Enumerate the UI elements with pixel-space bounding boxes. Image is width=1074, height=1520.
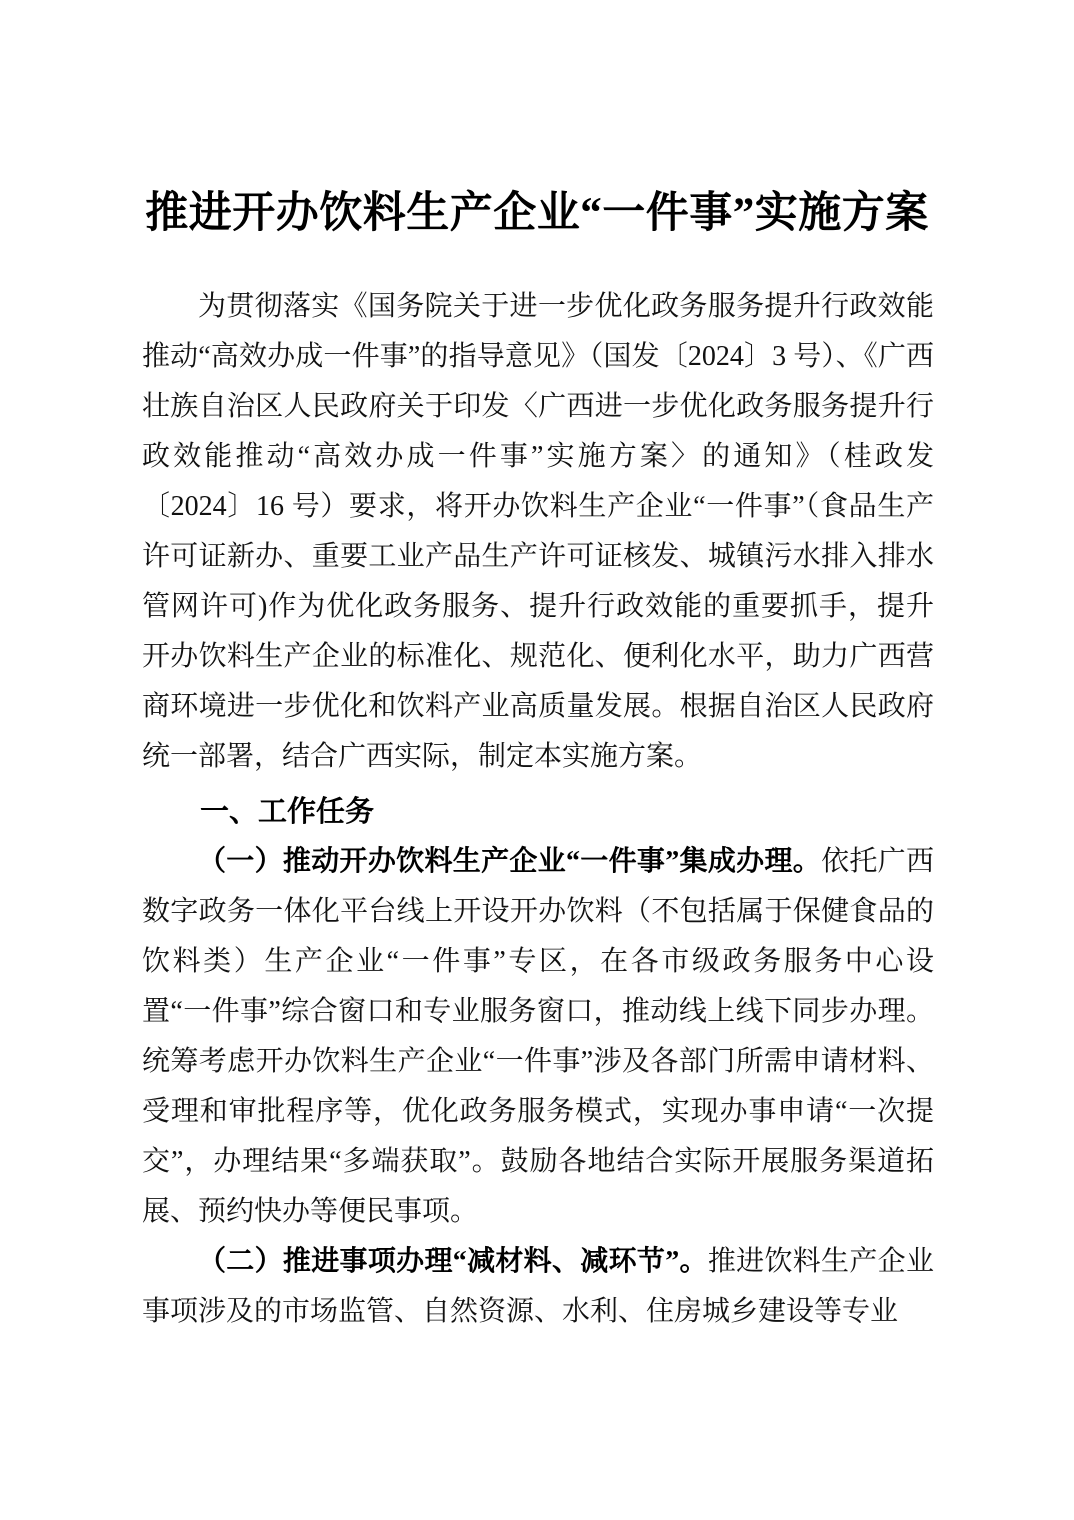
document-body (142, 282, 934, 1337)
item-1-text: 依托广西数字政务一体化平台线上开设开办饮料（不包括属于保健食品的饮料类）生产企业“一件事”专区，在各市级政务服务中心设置“一件事”综合窗口和专业服务窗口，推动线上线下同步办理。统筹考虑开办饮料生产企业“一件事”涉及各部门所需申请材料、受理和审批程序等，优化政务服务模式，实现办事申请“一次提交”，办理结果“多端获取”。鼓励各地结合实际开展服务渠道拓展、预约快办等便民事项。 (142, 846, 934, 1227)
item-2-text: 推进饮料生产企业事项涉及的市场监管、自然资源、水利、住房城乡建设等专业 (142, 1246, 934, 1327)
document-title: 推进开办饮料生产企业“一件事”实施方案 (145, 190, 929, 237)
section-heading-work-tasks: 一、工作任务 (200, 796, 375, 828)
item-1-lead: （一）推动开办饮料生产企业“一件事”集成办理。 (198, 846, 822, 877)
item-paragraph-2 (142, 1237, 934, 1337)
intro-paragraph: 为贯彻落实《国务院关于进一步优化政务服务提升行政效能推动“高效办成一件事”的指导意见》（国发〔2024〕3 号）、《广西壮族自治区人民政府关于印发〈广西进一步优化政务服务提升行政效能推动“高效办成一件事”实施方案〉的通知》（桂政发〔2024〕16 号）要求，将开办饮料生产企业“一件事”（食品生产许可证新办、重要工业产品生产许可证核发、城镇污水排入排水管网许可)作为优化政务服务、提升行政效能的重要抓手，提升开办饮料生产企业的标准化、规范化、便利化水平，助力广西营商环境进一步优化和饮料产业高质量发展。根据自治区人民政府统一部署，结合广西实际，制定本实施方案。 (142, 291, 934, 772)
item-2-lead: （二）推进事项办理“减材料、减环节”。 (198, 1246, 708, 1277)
item-paragraph-1 (142, 837, 934, 1237)
